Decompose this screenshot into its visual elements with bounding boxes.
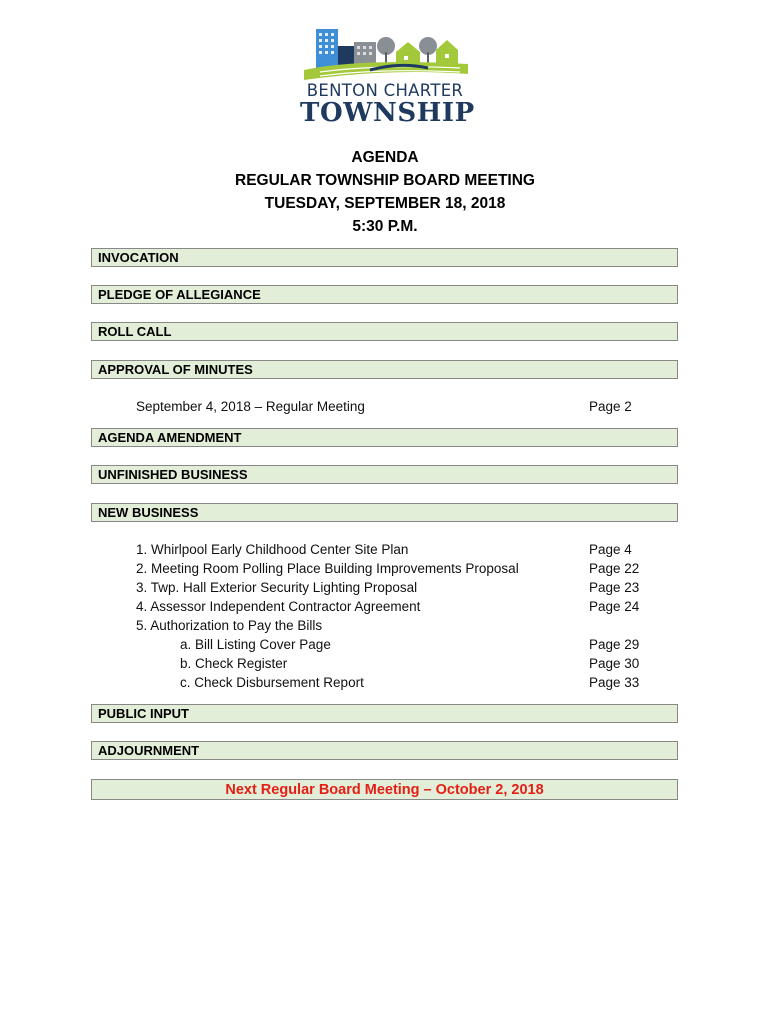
new-business-item <box>0 540 770 559</box>
minutes-item-page: Page 2 <box>589 399 632 414</box>
section-invocation: INVOCATION <box>91 248 678 267</box>
item-text: 4. Assessor Independent Contractor Agreement <box>136 599 421 614</box>
item-text: 2. Meeting Room Polling Place Building Improvements Proposal <box>136 561 519 576</box>
new-business-item <box>0 616 770 635</box>
new-business-item <box>0 578 770 597</box>
new-business-item <box>0 559 770 578</box>
next-meeting-text: Next Regular Board Meeting – October 2, 2018 <box>225 782 544 798</box>
logo-text-township: TOWNSHIP <box>300 98 475 128</box>
section-roll-call: ROLL CALL <box>91 322 678 341</box>
item-page: Page 4 <box>589 542 632 557</box>
new-business-subitem <box>0 673 770 692</box>
subitem-text: b. Check Register <box>180 656 288 671</box>
meeting-type-heading: REGULAR TOWNSHIP BOARD MEETING <box>235 172 535 189</box>
section-agenda-amendment: AGENDA AMENDMENT <box>91 428 678 447</box>
meeting-date-heading: TUESDAY, SEPTEMBER 18, 2018 <box>264 195 506 212</box>
section-new-business: NEW BUSINESS <box>91 503 678 522</box>
township-logo <box>300 24 475 128</box>
subitem-text: a. Bill Listing Cover Page <box>180 637 331 652</box>
skyline-logo-icon <box>300 24 470 84</box>
item-text: 1. Whirlpool Early Childhood Center Site Plan <box>136 542 409 557</box>
item-page: Page 23 <box>589 580 640 595</box>
section-approval-of-minutes: APPROVAL OF MINUTES <box>91 360 678 379</box>
next-meeting-banner <box>91 779 678 800</box>
subitem-page: Page 33 <box>589 675 640 690</box>
section-pledge-of-allegiance: PLEDGE OF ALLEGIANCE <box>91 285 678 304</box>
logo-text-benton-charter: BENTON CHARTER <box>306 81 464 100</box>
subitem-page: Page 29 <box>589 637 640 652</box>
item-text: 3. Twp. Hall Exterior Security Lighting Proposal <box>136 580 418 595</box>
item-page: Page 24 <box>589 599 640 614</box>
section-unfinished-business: UNFINISHED BUSINESS <box>91 465 678 484</box>
new-business-item <box>0 597 770 616</box>
section-adjournment: ADJOURNMENT <box>91 741 678 760</box>
minutes-item-text: September 4, 2018 – Regular Meeting <box>136 399 365 414</box>
minutes-item <box>0 397 770 416</box>
section-public-input: PUBLIC INPUT <box>91 704 678 723</box>
meeting-time-heading: 5:30 P.M. <box>352 218 418 235</box>
new-business-subitem <box>0 635 770 654</box>
subitem-text: c. Check Disbursement Report <box>180 675 364 690</box>
new-business-subitem <box>0 654 770 673</box>
item-text: 5. Authorization to Pay the Bills <box>136 618 323 633</box>
subitem-page: Page 30 <box>589 656 640 671</box>
agenda-heading: AGENDA <box>351 149 419 166</box>
item-page: Page 22 <box>589 561 640 576</box>
